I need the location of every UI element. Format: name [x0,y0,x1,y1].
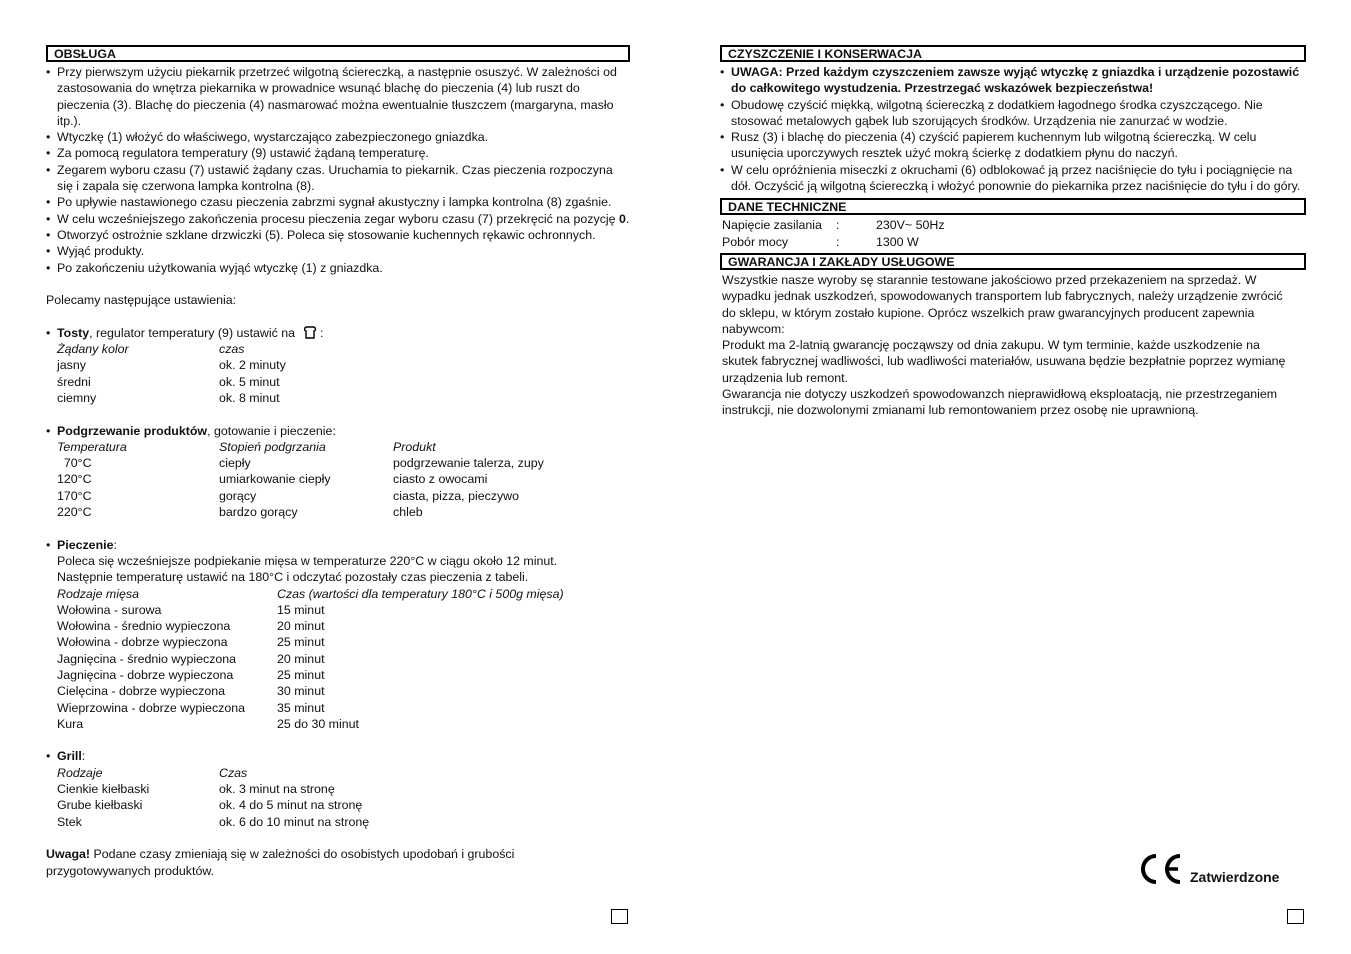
recommend-text: Polecamy następujące ustawienia: [46,293,237,308]
ce-mark-icon [1136,852,1184,886]
list-item: • Po upływie nastawionego czasu pieczenia zabrzmi sygnał akustyczny i lampka kontrolna (8) zgaśnie. [46,194,630,210]
pieczenie-block: Poleca się wcześniejsze podpiekanie mięsa w temperaturze 220°C w ciągu około 12 minut. Następnie temperaturę ustawić na 180°C i odczytać pozostały czas pieczenia z tabeli. Rodzaje mięsa Czas (wartości dla temperatury 180°C i 500g mięsa) Wołowina - surowa 15 minut Wołowina - średnio wypieczona 20 minut Wołowina - dobrze wypieczona 25 minut Jagnięcina - średnio wypieczona 20 minut Jagnięcina - dobrze wypieczona 25 minut Cielęcina - dobrze wypieczona 30 minut Wieprzowina - dobrze wypieczona 35 minut Kura 25 do 30 minut [46,553,630,732]
table-row: Wołowina - średnio wypieczona 20 minut [57,619,325,634]
section-title-czyszczenie: CZYSZCZENIE I KONSERWACJA [720,45,1306,62]
list-item: • Rusz (3) i blachę do pieczenia (4) czyścić papierem kuchennym lub wilgotną ściereczką. W celu usunięcia uporczywych resztek użyć mokrą ścierkę z dodatkiem płynu do naczyń. [720,129,1306,162]
toast-icon [303,326,317,339]
left-column [46,45,630,879]
dane-table [720,217,1306,250]
table-row: średni ok. 5 minut [57,374,280,389]
table-row: Cienkie kiełbaski ok. 3 minut na stronę [57,782,335,797]
list-item: • Wyjąć produkty. [46,243,630,259]
page-number-box-right [1287,909,1304,924]
list-item: • Zegarem wyboru czasu (7) ustawić żądany czas. Uruchamia to piekarnik. Czas pieczenia rozpoczyna się i zapala się czerwona lampka kontrolna (8). [46,162,630,195]
section-title-obsluga: OBSŁUGA [46,45,630,62]
list-item: • Obudowę czyścić miękką, wilgotną ściereczką z dodatkiem łagodnego środka czyszczącego. Nie stosować metalowych gąbek lub szorujących środków. Urządzenia nie zanurzać w wodzie. [720,97,1306,130]
grill-table: Rodzaje Czas Cienkie kiełbaski ok. 3 minut na stronę Grube kiełbaski ok. 4 do 5 minut na stronę Stek ok. 6 do 10 minut na stronę [46,765,630,830]
list-item: • Po zakończeniu użytkowania wyjąć wtyczkę (1) z gniazdka. [46,260,630,276]
list-item: • W celu opróżnienia miseczki z okruchami (6) odblokować ją przez naciśnięcie do tyłu i pociągnięcie na dół. Oczyścić ją wilgotną ściereczką i włożyć ponownie do piekarnika przez naciśnięcie do tyłu i do góry. [720,162,1306,195]
tosty-heading: • Tosty, regulator temperatury (9) ustawić na : [46,325,630,341]
list-item: • UWAGA: Przed każdym czyszczeniem zawsze wyjąć wtyczkę z gniazdka i urządzenie pozostawić do całkowitego wystudzenia. Przestrzegać wskazówek bezpieczeństwa! [720,64,1306,97]
right-column [720,45,1306,419]
ce-approval [1136,852,1279,886]
list-item: • Przy pierwszym użyciu piekarnik przetrzeć wilgotną ściereczką, a następnie osuszyć. W zależności od zastosowania do wnętrza piekarnika w prowadnice wsunąć blachę do pieczenia (4) lub ruszt do pieczenia (3). Blachę do pieczenia (4) nasmarować można ewentualnie tłuszczem (margaryna, masło itp.). [46,64,630,129]
table-row: Stek ok. 6 do 10 minut na stronę [57,814,370,829]
grill-heading: • Grill: [46,748,630,764]
table-row: Wołowina - surowa 15 minut [57,602,325,617]
table-row: Pobór mocy : 1300 W [722,234,919,249]
list-item: • W celu wcześniejszego zakończenia procesu pieczenia zegar wyboru czasu (7) przekręcić na pozycję 0. [46,211,630,227]
podgrzewanie-heading: • Podgrzewanie produktów, gotowanie i pieczenie: [46,423,630,439]
section-title-dane: DANE TECHNICZNE [720,198,1306,215]
table-row: 120°C umiarkowanie ciepły ciasto z owocami [57,472,488,487]
table-row: Jagnięcina - dobrze wypieczona 25 minut [57,667,325,682]
page-number-box-left [611,909,628,924]
list-item: • Za pomocą regulatora temperatury (9) ustawić żądaną temperaturę. [46,145,630,161]
table-row: Napięcie zasilania : 230V~ 50Hz [722,218,945,233]
table-row: Kura 25 do 30 minut [57,716,359,731]
uwaga-note: Uwaga! Podane czasy zmieniają się w zależności do osobistych upodobań i grubości przygotowywanych produktów. [46,847,515,878]
table-row: Jagnięcina - średnio wypieczona 20 minut [57,651,325,666]
list-item: • Otworzyć ostrożnie szklane drzwiczki (5). Poleca się stosowanie kuchennych rękawic ochronnych. [46,227,630,243]
obsluga-bullets [46,64,630,276]
table-row: Wieprzowina - dobrze wypieczona 35 minut [57,700,325,715]
tosty-table: Żądany kolor czas jasny ok. 2 minuty średni ok. 5 minut ciemny ok. 8 minut [46,341,630,406]
gwarancja-text: Wszystkie nasze wyroby sę starannie testowane jakościowo przed przekazeniem na sprzedaż. W wypadku jednak uszkodzeń, spowodowanych transportem lub fabrycznych, należy urządzenie zwrócić do sklepu, w którym zostało kupione. Oprócz wszelkich praw gwarancyjnych producent zapewnia nabywcom: Produkt ma 2-latnią gwarancję począwszy od dnia zakupu. W tym terminie, każde uszkodzenie na skutek fabrycznej wadliwości, lub wadliwości materiałów, usuwana będzie bezpłatnie poprzez wymianę urządzenia lub remont. Gwarancja nie dotyczy uszkodzeń spowodowanzch nieprawidłową eksploatacją, nie przestrzeganiem instrukcji, nie dozwolonymi zmianami lub remontowaniem przez osobę nie uprawnioną. [722,272,1286,418]
table-row: 220°C bardzo gorący chleb [57,505,423,520]
table-row: 70°C ciepły podgrzewanie talerza, zupy [57,456,544,471]
czyszczenie-bullets [720,64,1306,194]
table-row: 170°C gorący ciasta, pizza, pieczywo [57,488,520,503]
section-title-gwarancja: GWARANCJA I ZAKŁADY USŁUGOWE [720,253,1306,270]
table-row: jasny ok. 2 minuty [57,358,286,373]
list-item: • Wtyczkę (1) włożyć do właściwego, wystarczająco zabezpieczonego gniazdka. [46,129,630,145]
table-row: ciemny ok. 8 minut [57,390,280,405]
table-row: Cielęcina - dobrze wypieczona 30 minut [57,684,325,699]
table-row: Wołowina - dobrze wypieczona 25 minut [57,635,325,650]
ce-text: Zatwierdzone [1190,868,1280,885]
table-row: Grube kiełbaski ok. 4 do 5 minut na stronę [57,798,363,813]
pieczenie-heading: • Pieczenie: [46,537,630,553]
podgrzewanie-table: Temperatura Stopień podgrzania Produkt 70°C ciepły podgrzewanie talerza, zupy 120°C umiarkowanie ciepły ciasto z owocami 170°C gorący ciasta, pizza, pieczywo 220°C bardzo gorący chleb [46,439,630,520]
